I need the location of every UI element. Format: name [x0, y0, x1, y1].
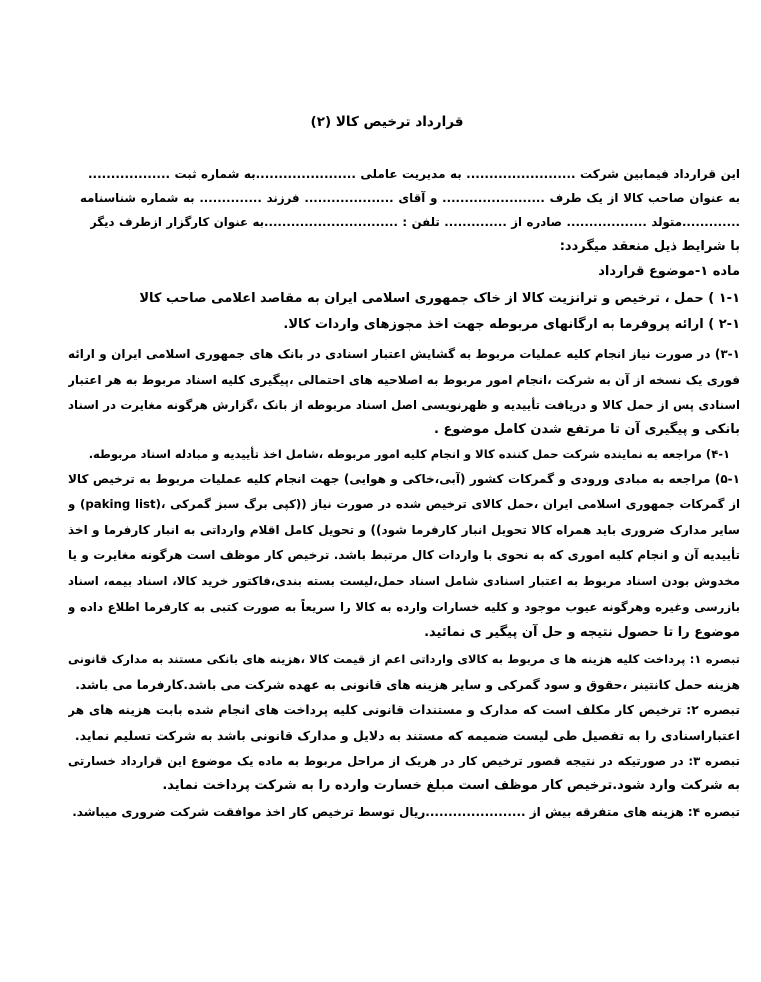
clause-1-5-line: موضوع را تا حصول نتیجه و حل آن پیگیر ی نمائید. — [424, 625, 740, 640]
clause-1-3-line: بانکی و پیگیری آن تا مرتفع شدن کامل موضوع . — [433, 422, 740, 437]
note-4-line: تبصره ۴: هزینه های متفرقه بیش از ......................ریال توسط ترخیص کار اخذ موافقت شرکت ضروری میباشد. — [72, 805, 740, 819]
preamble-line: .............متولد .................. صادره از .............. تلفن : ..............................به عنوان کارگزار ازطرف دیگر — [90, 215, 740, 229]
preamble-line: این قرارداد فیمابین شرکت ........................ به مدیریت عاملی ......................به شماره ثبت .................. — [88, 167, 740, 181]
clause-1-5-line: سایر مدارک ضروری باید همراه کالا تحویل انبار کارفرما شود)) و تحویل کامل اقلام وارداتی به انبار کارفرما و اخذ — [68, 523, 740, 537]
note-1-line: هزینه حمل کانتینر ،حقوق و سود گمرکی و سایر هزینه های قانونی به عهده شرکت می باشد.کارفرما می باشد. — [75, 678, 740, 692]
clause-1-3-line: اسنادی پس از حمل کالا و دریافت تأییدیه و ظهرنویسی اصل اسناد مربوطه از بانک ،گزارش هرگونه مغایرت در اسناد — [68, 398, 740, 412]
clause-1-1-line: ۱-۱ ) حمل ، ترخیص و ترانزیت کالا از خاک جمهوری اسلامی ایران به مقاصد اعلامی صاحب کالا — [139, 291, 740, 306]
article-1-heading: ماده ۱-موضوع قرارداد — [598, 264, 740, 279]
preamble-line: با شرایط ذیل منعقد میگردد: — [559, 239, 740, 254]
preamble-line: به عنوان صاحب کالا از یک طرف ....................... و آقای .................... فرزند .............. به شماره شناسنامه — [80, 191, 740, 205]
note-3-line: به شرکت وارد شود.ترخیص کار موظف است مبلغ خسارت وارده را به شرکت پرداخت نماید. — [162, 778, 740, 793]
clause-1-2-line: ۲-۱ ) ارائه پروفرما به ارگانهای مربوطه جهت اخذ مجوزهای واردات کالا. — [283, 317, 740, 332]
clause-1-4-line: ۴-۱) مراجعه به نماینده شرکت حمل کننده کالا و انجام کلیه امور مربوطه ،شامل اخذ تأییدیه و مبادله اسناد مربوطه. — [88, 447, 730, 461]
clause-1-5-line: مخدوش بودن اسناد مربوط به اعتبار اسنادی شامل اسناد حمل،لیست بسته بندی،فاکتور خرید کالا، اسناد بیمه، اسناد — [68, 574, 740, 588]
note-1-line: تبصره ۱: پرداخت کلیه هزینه ها ی مربوط به کالای وارداتی اعم از قیمت کالا ،هزینه های بانکی مستند به مدارک قانونی — [68, 652, 740, 666]
clause-1-3-line: ۳-۱) در صورت نیاز انجام کلیه عملیات مربوط به گشایش اعتبار اسنادی در بانک های جمهوری اسلامی ایران و ارائه — [68, 347, 740, 361]
clause-1-5-line: بازرسی وغیره وهرگونه عیوب موجود و کلیه خسارات وارده به کالا را سریعاً به صورت کتبی به کارفرما اطلاع داده و — [68, 600, 740, 614]
clause-1-5-line: از گمرکات جمهوری اسلامی ایران ،حمل کالای ترخیص شده در صورت نیاز ((کپی برگ سبز گمرکی ،(paking list) و — [68, 497, 740, 511]
clause-1-5-line: تأییدیه آن و انجام کلیه اموری که به نحوی با واردات کال مرتبط باشد. ترخیص کار موظف است هرگونه مغایرت و یا — [68, 548, 740, 562]
contract-title: قرارداد ترخیص کالا (۲) — [310, 114, 464, 130]
note-3-line: تبصره ۳: در صورتیکه در نتیجه قصور ترخیص کار در هریک از مراحل مربوط به ماده یک موضوع این قرارداد خسارتی — [68, 754, 740, 768]
clause-1-3-line: فوری یک نسخه از آن به شرکت ،انجام امور مربوط به اصلاحیه های احتمالی ،پیگیری کلیه اسناد مربوط به هر اعتبار — [68, 373, 740, 387]
note-2-line: تبصره ۲: ترخیص کار مکلف است که مدارک و مستندات قانونی کلیه پرداخت های انجام شده بابت هزینه های هر — [68, 703, 740, 717]
note-2-line: اعتباراسنادی را به تفصیل طی لیست ضمیمه که مستند به دلایل و مدارک قانونی باشد به شرکت تسلیم نماید. — [74, 728, 740, 743]
clause-1-5-line: ۵-۱) مراجعه به مبادی ورودی و گمرکات کشور (آبی،خاکی و هوایی) جهت انجام کلیه عملیات مربوط به ترخیص کالا — [68, 472, 740, 486]
